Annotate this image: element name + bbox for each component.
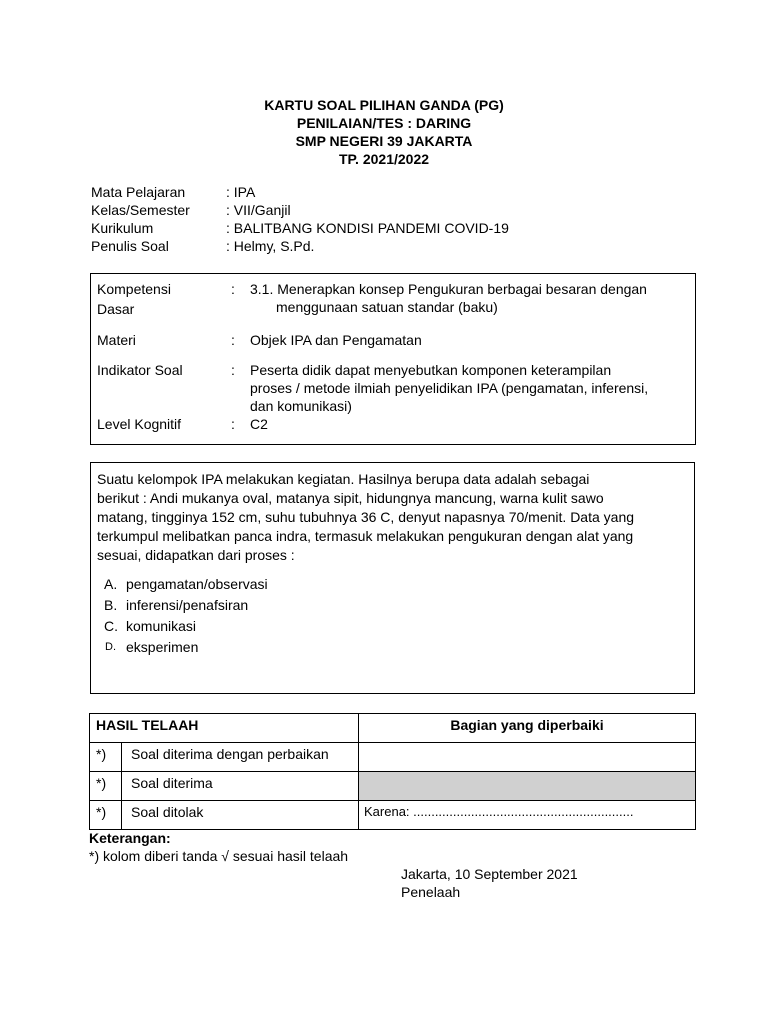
review-row-2-mark: *)	[96, 775, 107, 791]
review-row-2-text-cell	[121, 771, 359, 801]
review-row-3-mark: *)	[96, 804, 107, 820]
meta-label-author: Penulis Soal	[91, 238, 169, 254]
option-text-c: komunikasi	[126, 618, 197, 634]
option-letter-d: D.	[105, 641, 116, 653]
review-header-right	[358, 713, 696, 743]
indikator-label: Indikator Soal	[97, 362, 183, 378]
review-row-2-note-cell-shaded	[358, 771, 696, 801]
option-letter-b: B.	[104, 597, 118, 613]
title-line-3: SMP NEGERI 39 JAKARTA	[295, 133, 473, 149]
review-row-3-text-cell	[121, 800, 359, 830]
option-letter-a: A.	[104, 576, 118, 592]
meta-value-subject: : IPA	[226, 184, 256, 200]
review-row-1-note-cell[interactable]	[358, 742, 696, 772]
option-text-b: inferensi/penafsiran	[126, 597, 249, 613]
title-line-2: PENILAIAN/TES : DARING	[296, 115, 472, 131]
signature-role: Penelaah	[401, 884, 461, 900]
notes-text: *) kolom diberi tanda √ sesuai hasil telaah	[89, 848, 349, 864]
indikator-colon: :	[231, 362, 235, 378]
review-header-left	[89, 713, 359, 743]
review-row-1-mark: *)	[96, 746, 107, 762]
meta-value-author: : Helmy, S.Pd.	[226, 238, 315, 254]
question-line-2: berikut : Andi mukanya oval, matanya sipit, hidungnya mancung, warna kulit sawo	[97, 490, 604, 506]
review-header-hasil: HASIL TELAAH	[96, 717, 199, 733]
kd-text-line-2: menggunaan satuan standar (baku)	[276, 299, 498, 315]
meta-value-curriculum: : BALITBANG KONDISI PANDEMI COVID-19	[226, 220, 509, 236]
review-row-1-mark-cell	[89, 742, 122, 772]
review-row-2-text: Soal diterima	[131, 775, 213, 791]
title-line-1: KARTU SOAL PILIHAN GANDA (PG)	[264, 97, 504, 113]
review-row-1-text: Soal diterima dengan perbaikan	[131, 746, 329, 762]
review-row-2-mark-cell	[89, 771, 122, 801]
question-line-5: sesuai, didapatkan dari proses :	[97, 547, 295, 563]
kd-label-line-2: Dasar	[97, 301, 135, 317]
meta-value-class: : VII/Ganjil	[226, 202, 291, 218]
materi-colon: :	[231, 332, 235, 348]
level-value: C2	[250, 416, 268, 432]
indikator-line-3: dan komunikasi)	[250, 398, 352, 414]
option-text-d: eksperimen	[126, 639, 199, 655]
review-header-bagian: Bagian yang diperbaiki	[450, 717, 604, 733]
signature-place-date: Jakarta, 10 September 2021	[401, 866, 578, 882]
option-text-a: pengamatan/observasi	[126, 576, 268, 592]
question-line-3: matang, tingginya 152 cm, suhu tubuhnya 36 C, denyut napasnya 70/menit. Data yang	[97, 509, 635, 525]
meta-label-curriculum: Kurikulum	[91, 220, 154, 236]
review-row-3-mark-cell	[89, 800, 122, 830]
review-row-3-note: Karena: .............................................................	[364, 804, 634, 819]
notes-title: Keterangan:	[89, 830, 171, 846]
materi-value: Objek IPA dan Pengamatan	[250, 332, 422, 348]
kd-colon: :	[231, 281, 235, 297]
meta-label-class: Kelas/Semester	[91, 202, 190, 218]
review-row-1-text-cell	[121, 742, 359, 772]
materi-label: Materi	[97, 332, 136, 348]
kd-text-line-1: 3.1. Menerapkan konsep Pengukuran berbagai besaran dengan	[250, 281, 647, 297]
kd-label-line-1: Kompetensi	[97, 281, 171, 297]
review-row-3-text: Soal ditolak	[131, 804, 204, 820]
indikator-line-2: proses / metode ilmiah penyelidikan IPA (pengamatan, inferensi,	[250, 380, 649, 396]
title-line-4: TP. 2021/2022	[338, 151, 430, 167]
question-line-1: Suatu kelompok IPA melakukan kegiatan. Hasilnya berupa data adalah sebagai	[97, 471, 590, 487]
meta-label-subject: Mata Pelajaran	[91, 184, 186, 200]
indikator-line-1: Peserta didik dapat menyebutkan komponen keterampilan	[250, 362, 612, 378]
level-colon: :	[231, 416, 235, 432]
option-letter-c: C.	[104, 618, 118, 634]
question-line-4: terkumpul melibatkan panca indra, termasuk melakukan pengukuran dengan alat yang	[97, 528, 634, 544]
review-row-3-note-cell[interactable]	[358, 800, 696, 830]
level-label: Level Kognitif	[97, 416, 182, 432]
